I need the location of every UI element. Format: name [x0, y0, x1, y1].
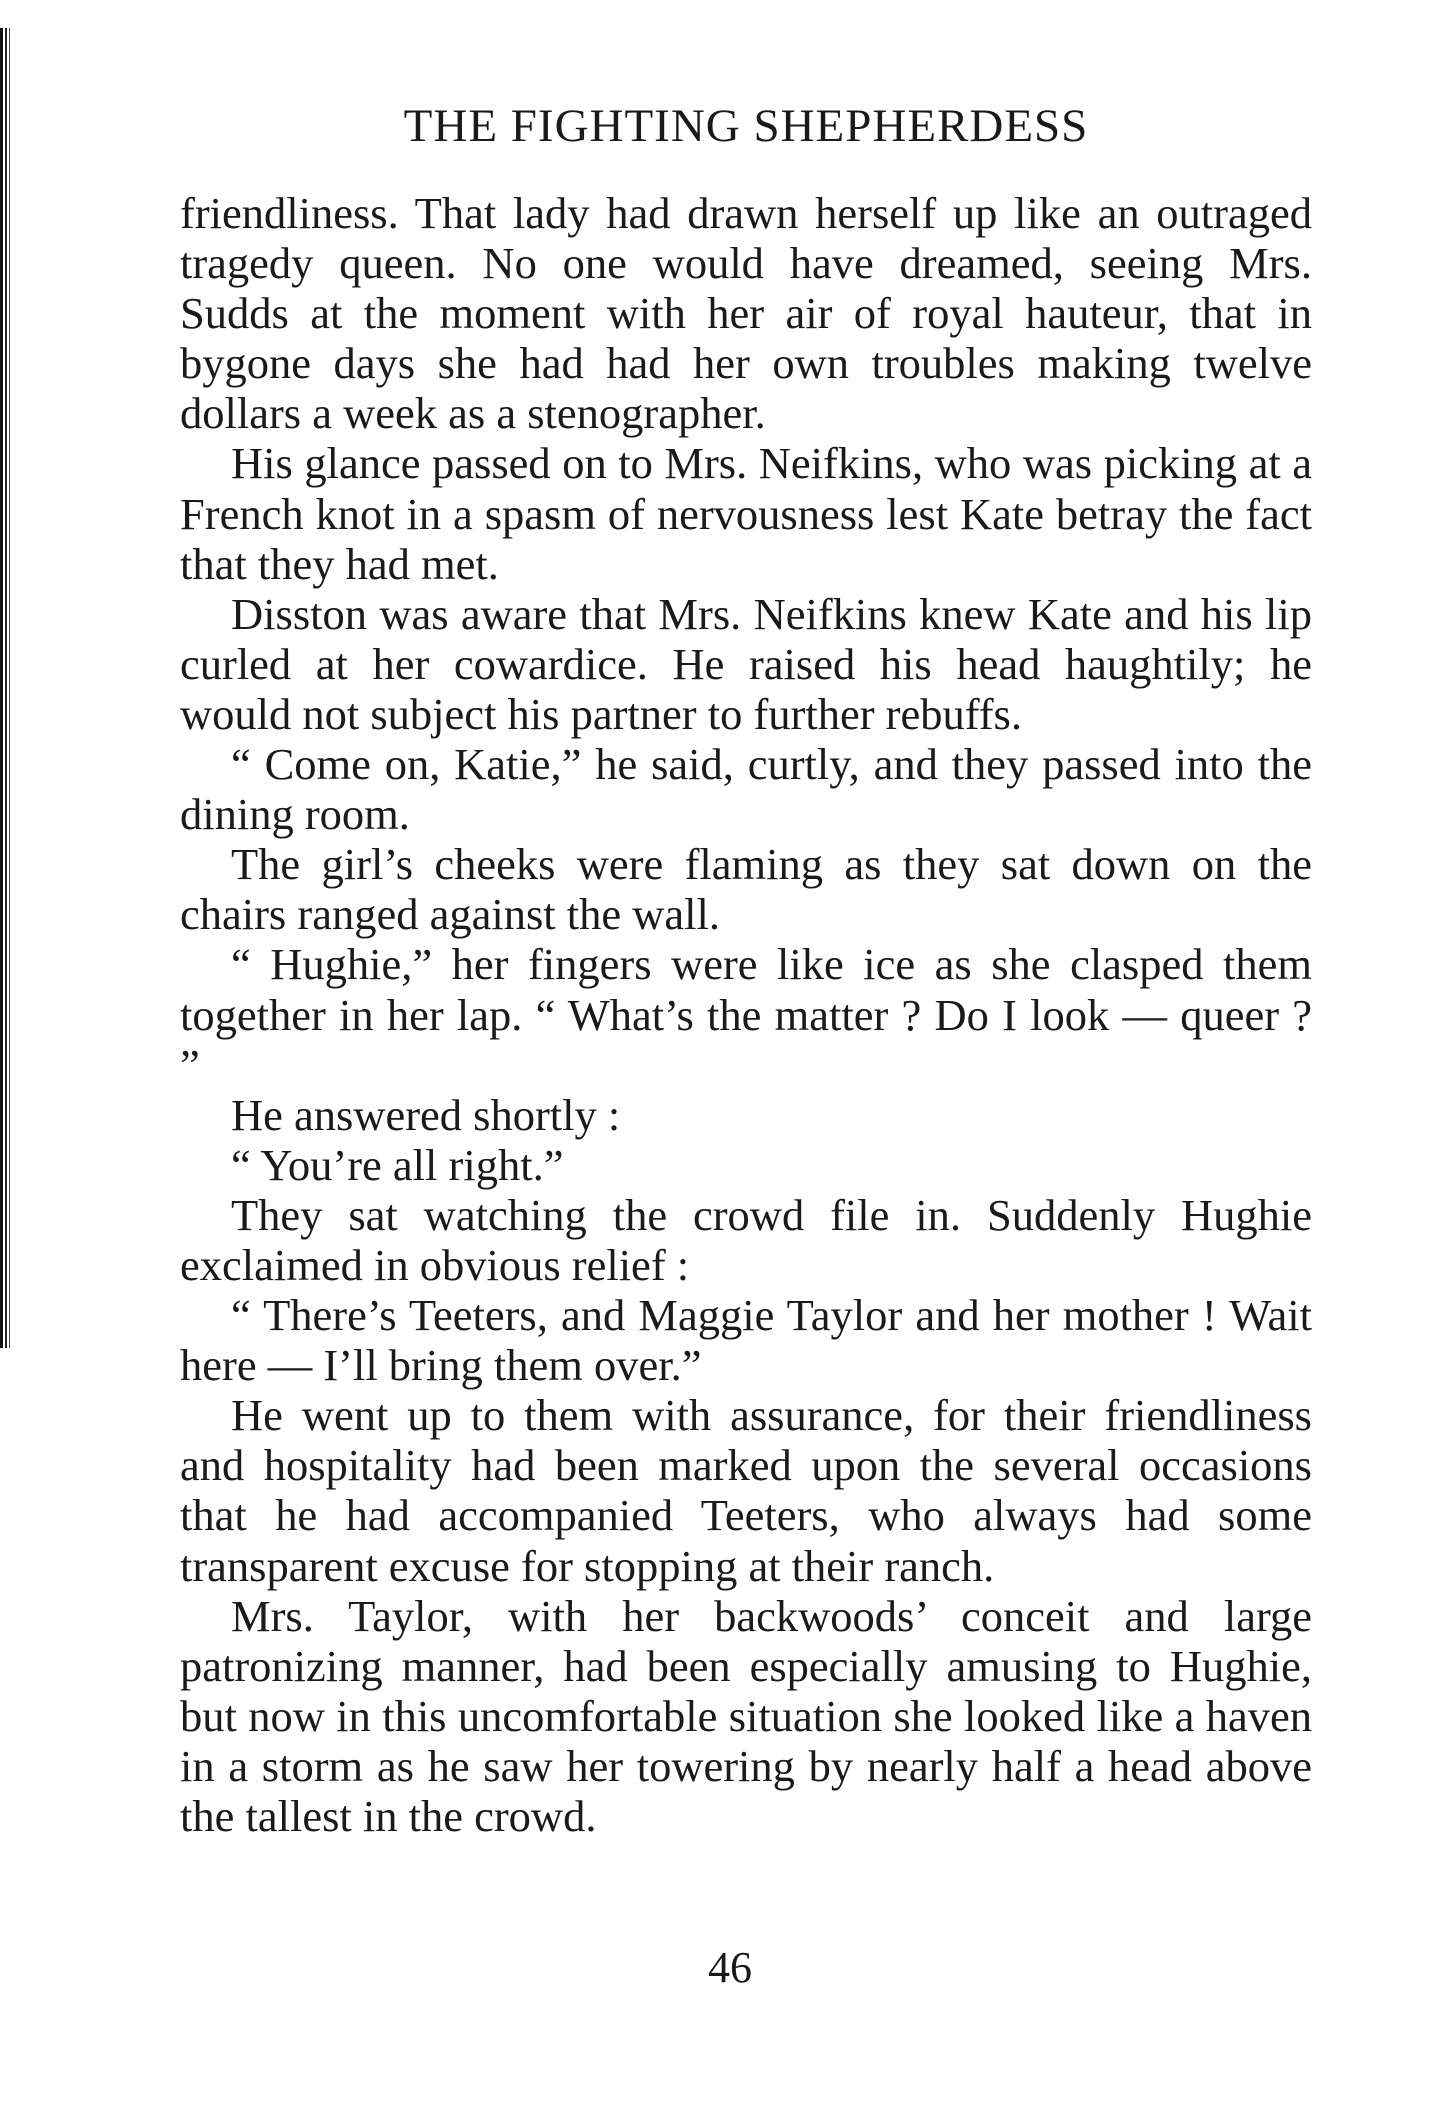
paragraph: Mrs. Taylor, with her backwoods’ conceit and large patronizing manner, had been especially amusing to Hughie, but now in this uncomfortable situation she looked like a haven in a storm as he saw her towering by nearly half a head above the tallest in the crowd. [180, 1590, 1312, 1841]
paragraph: His glance passed on to Mrs. Neifkins, who was picking at a French knot in a spasm of nervousness lest Kate betray the fact that they had met. [180, 438, 1312, 589]
paragraph: “ Come on, Katie,” he said, curtly, and they passed into the dining room. [180, 739, 1312, 840]
running-title: THE FIGHTING SHEPHERDESS [403, 100, 1089, 152]
paragraph: friendliness. That lady had drawn herself up like an outraged tragedy queen. No one would have dreamed, seeing Mrs. Sudds at the moment with her air of royal hauteur, that in bygone days she had had her own troubles making twelve dollars a week as a stenographer. [180, 188, 1312, 439]
paragraph: They sat watching the crowd file in. Suddenly Hughie exclaimed in obvious relief : [180, 1189, 1312, 1290]
page-number: 46 [708, 1943, 752, 1992]
paragraph: He went up to them with assurance, for their friendliness and hospitality had been marked upon the several occasions that he had accompanied Teeters, who always had some transparent excuse for stopping at their ranch. [180, 1390, 1312, 1591]
body-text [180, 188, 1312, 1841]
paragraph: He answered shortly : [231, 1089, 621, 1140]
paragraph: Disston was aware that Mrs. Neifkins knew Kate and his lip curled at her cowardice. He raised his head haughtily; he would not subject his partner to further rebuffs. [180, 588, 1312, 739]
paragraph: “ You’re all right.” [231, 1139, 564, 1190]
binding-edge [0, 28, 14, 1348]
paragraph: The girl’s cheeks were flaming as they sat down on the chairs ranged against the wall. [180, 839, 1312, 940]
paragraph: “ Hughie,” her fingers were like ice as she clasped them together in her lap. “ What’s the matter ? Do I look — queer ? ” [180, 939, 1312, 1090]
paragraph: “ There’s Teeters, and Maggie Taylor and her mother ! Wait here — I’ll bring them over.” [180, 1290, 1312, 1391]
